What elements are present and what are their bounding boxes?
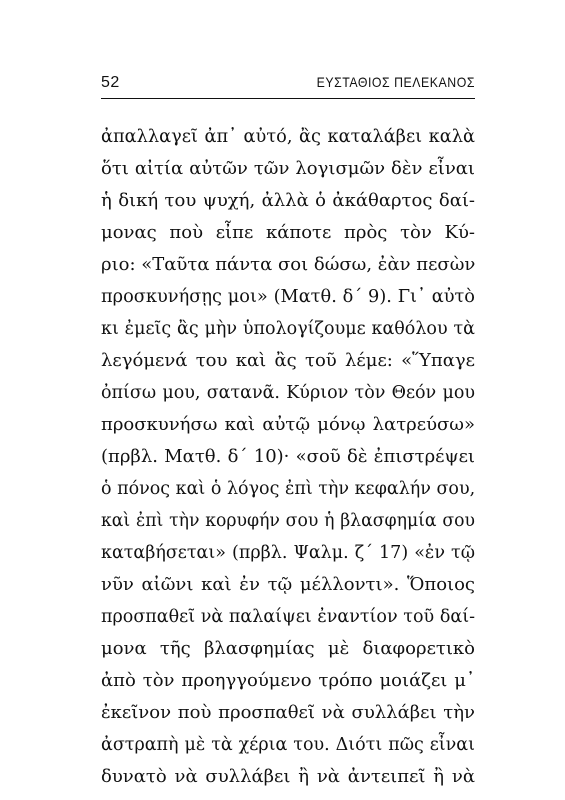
running-head: ΕΥΣΤΑΘΙΟΣ ΠΕΛΕΚΑΝΟΣ <box>316 74 475 90</box>
text-line: ὁ πόνος καὶ ὁ λόγος ἐπὶ τὴν κεφαλήν σου, <box>101 479 476 499</box>
text-line: μονα τῆς βλασφημίας μὲ διαφορετικὸ <box>101 638 475 659</box>
text-line: ἀπαλλαγεῖ ἀπ᾿ αὐτό, ἂς καταλάβει καλὰ <box>101 127 475 147</box>
text-line: νῦν αἰῶνι καὶ ἐν τῷ μέλλοντι». Ὅποιος <box>101 574 475 595</box>
text-line: προσπαθεῖ νὰ παλαίψει ἐναντίον τοῦ δαί- <box>101 607 475 627</box>
text-line: ἡ δική του ψυχή, ἀλλὰ ὁ ἀκάθαρτος δαί- <box>101 190 475 211</box>
text-line: προσκυνήσω καὶ αὐτῷ μόνῳ λατρεύσω» <box>101 414 475 435</box>
body-text <box>101 121 475 793</box>
text-line: προσκυνήσῃς μοι» (Ματθ. δ΄ 9). Γι᾿ αὐτὸ <box>101 287 475 307</box>
text-line: ὀπίσω μου, σατανᾶ. Κύριον τὸν Θεόν μου <box>101 383 475 403</box>
text-line: κι ἐμεῖς ἂς μὴν ὑπολογίζουμε καθόλου τὰ <box>101 319 475 339</box>
text-line: λεγόμενά του καὶ ἂς τοῦ λέμε: «Ὕπαγε <box>101 350 475 371</box>
text-line: καταβήσεται» (πρβλ. Ψαλμ. ζ΄ 17) «ἐν τῷ <box>101 543 475 563</box>
page-number: 52 <box>101 74 120 91</box>
text-line: ριο: «Ταῦτα πάντα σοι δώσω, ἐὰν πεσὼν <box>101 254 476 275</box>
text-line: ὅτι αἰτία αὐτῶν τῶν λογισμῶν δὲν εἶναι <box>101 158 475 179</box>
page-header <box>101 74 475 102</box>
text-line: μονας ποὺ εἶπε κάποτε πρὸς τὸν Κύ- <box>101 222 475 243</box>
text-line: δυνατὸ νὰ συλλάβει ἢ νὰ ἀντειπεῖ ἢ νὰ <box>101 766 475 787</box>
text-line: ἀπὸ τὸν προηγγούμενο τρόπο μοιάζει μ᾿ <box>101 670 475 691</box>
text-line: (πρβλ. Ματθ. δ΄ 10)· «σοῦ δὲ ἐπιστρέψει <box>101 446 475 467</box>
text-line: ἀστραπὴ μὲ τὰ χέρια του. Διότι πῶς εἶναι <box>101 735 475 755</box>
text-line: ἐκεῖνον ποὺ προσπαθεῖ νὰ συλλάβει τὴν <box>101 702 475 723</box>
header-rule <box>101 98 475 99</box>
text-line: καὶ ἐπὶ τὴν κορυφήν σου ἡ βλασφημία σου <box>101 511 475 531</box>
